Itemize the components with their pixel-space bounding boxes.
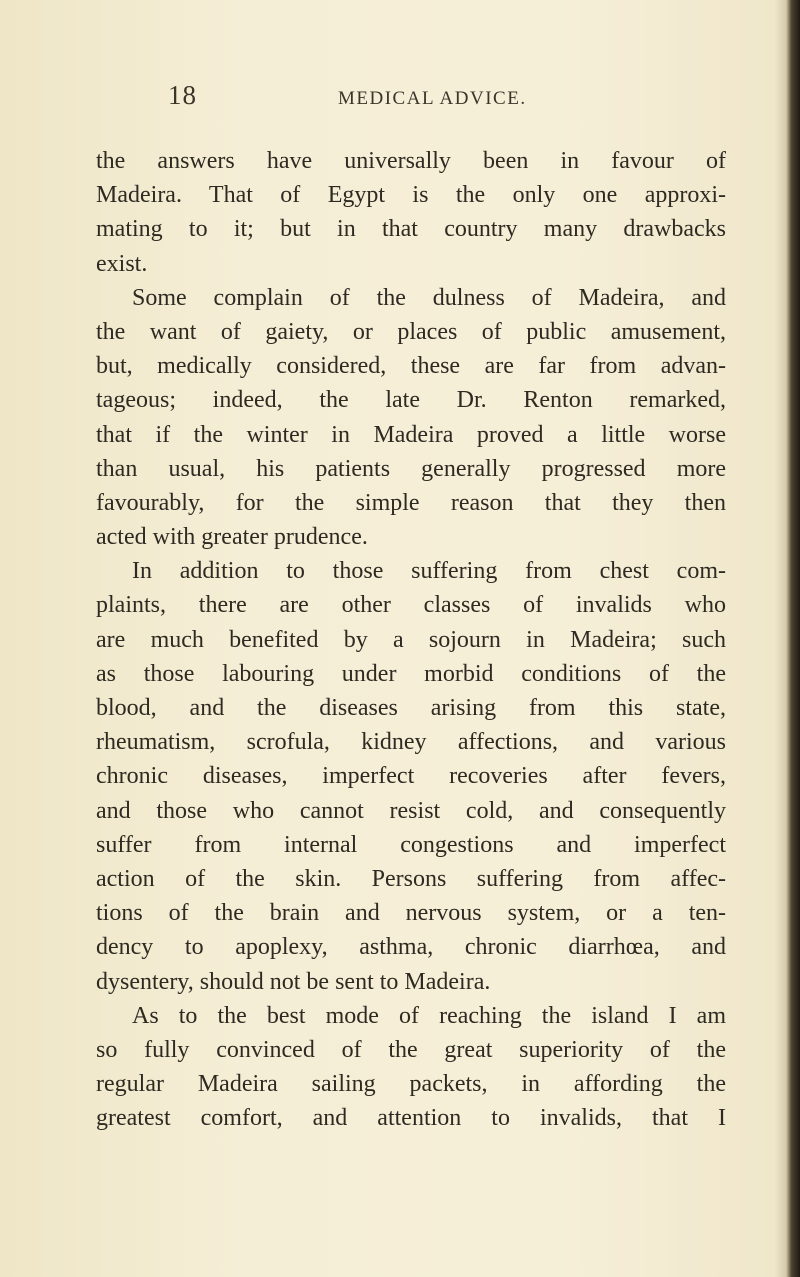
text-line: are much benefited by a sojourn in Madeira; such	[96, 626, 726, 653]
text-line: favourably, for the simple reason that they then	[96, 489, 726, 516]
binding-shadow	[774, 0, 786, 1277]
body-text	[96, 144, 726, 1135]
text-line: tageous; indeed, the late Dr. Renton remarked,	[96, 387, 726, 414]
text-line: plaints, there are other classes of invalids who	[96, 592, 726, 619]
text-line: mating to it; but in that country many drawbacks	[96, 216, 726, 243]
text-line: dency to apoplexy, asthma, chronic diarrhœa, and	[96, 934, 726, 961]
text-line: exist.	[96, 250, 148, 277]
text-line: Madeira. That of Egypt is the only one approxi-	[96, 182, 726, 209]
text-line: the want of gaiety, or places of public amusement,	[96, 318, 726, 345]
page-number: 18	[168, 80, 197, 110]
text-line: action of the skin. Persons suffering from affec-	[96, 865, 726, 892]
text-line: Some complain of the dulness of Madeira, and	[132, 284, 726, 311]
text-line: regular Madeira sailing packets, in affording the	[96, 1071, 726, 1098]
running-head: MEDICAL ADVICE.	[338, 88, 527, 109]
text-line: blood, and the diseases arising from this state,	[96, 695, 726, 721]
text-line: so fully convinced of the great superiority of the	[96, 1036, 726, 1063]
text-line: that if the winter in Madeira proved a little worse	[96, 421, 726, 448]
text-line: tions of the brain and nervous system, or a ten-	[96, 900, 726, 927]
text-line: In addition to those suffering from chest com-	[132, 558, 726, 585]
text-line: As to the best mode of reaching the island I am	[132, 1002, 726, 1029]
text-line: the answers have universally been in favour of	[96, 148, 726, 174]
text-line: suffer from internal congestions and imperfect	[96, 831, 726, 858]
text-line: dysentery, should not be sent to Madeira.	[96, 968, 491, 995]
text-line: greatest comfort, and attention to invalids, that I	[96, 1105, 726, 1132]
page-header	[168, 80, 668, 120]
text-line: and those who cannot resist cold, and consequently	[96, 797, 726, 824]
book-binding-edge	[786, 0, 800, 1277]
text-line: as those labouring under morbid conditions of the	[96, 660, 726, 687]
text-line: than usual, his patients generally progressed more	[96, 455, 726, 482]
text-line: chronic diseases, imperfect recoveries after fevers,	[96, 763, 726, 790]
text-line: acted with greater prudence.	[96, 524, 368, 551]
text-line: rheumatism, scrofula, kidney affections, and various	[96, 729, 726, 756]
text-line: but, medically considered, these are far from advan-	[96, 353, 726, 380]
